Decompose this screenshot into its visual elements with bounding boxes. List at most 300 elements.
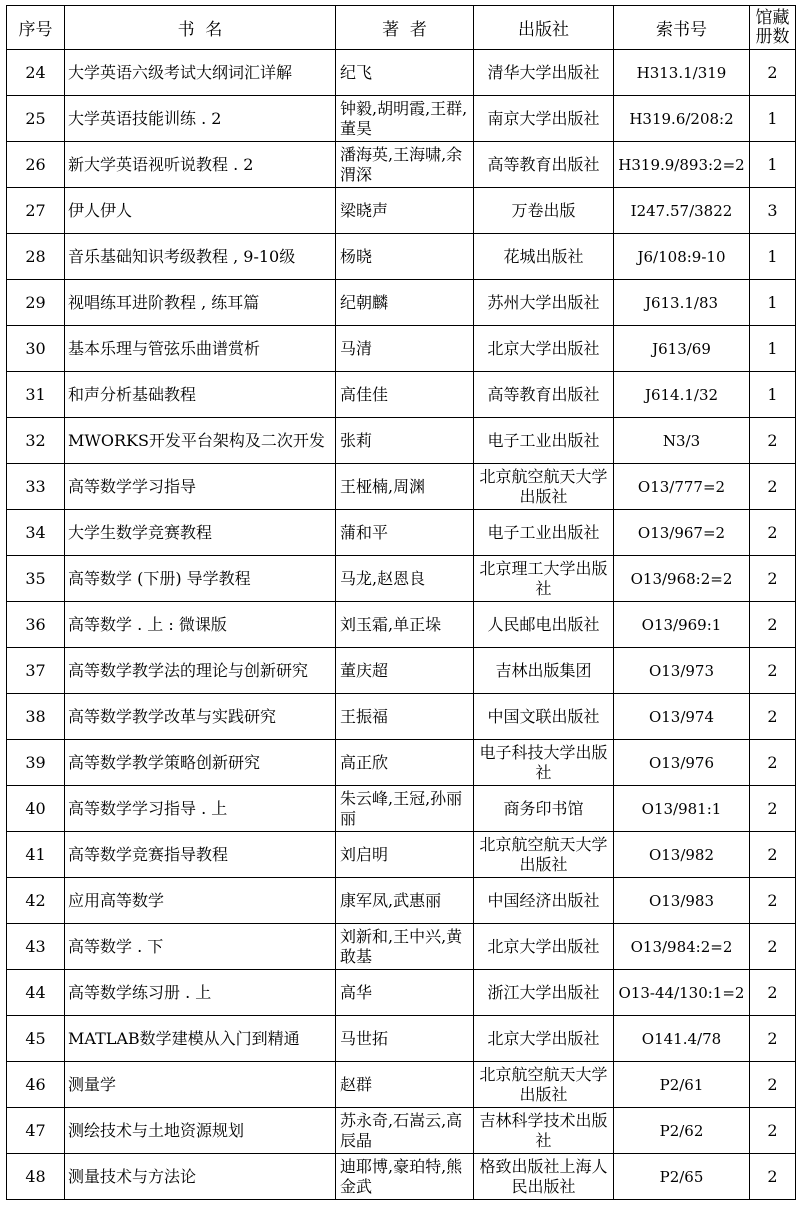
- cell-author-text: 刘新和,王中兴,黄敢基: [340, 926, 463, 966]
- cell-publisher-text: 北京理工大学出版社: [479, 558, 608, 598]
- header-author: 著 者: [336, 6, 474, 50]
- cell-title-text: 高等数学教学策略创新研究: [68, 752, 261, 772]
- cell-publisher-text: 高等教育出版社: [487, 154, 600, 174]
- cell-author-text: 马龙,赵恩良: [340, 568, 426, 588]
- cell-title: [65, 188, 336, 234]
- cell-author-text: 蒲和平: [340, 522, 389, 542]
- cell-author: [336, 372, 474, 418]
- cell-copies: [750, 464, 796, 510]
- cell-call-number: [614, 786, 750, 832]
- cell-publisher-text: 电子科技大学出版社: [479, 742, 608, 782]
- cell-no-text: 24: [25, 62, 46, 82]
- cell-no-text: 48: [25, 1166, 46, 1186]
- cell-author-text: 梁晓声: [340, 200, 389, 220]
- cell-author-text: 杨晓: [340, 246, 373, 266]
- cell-publisher: [474, 372, 614, 418]
- cell-publisher: [474, 50, 614, 96]
- cell-copies: [750, 1154, 796, 1200]
- cell-publisher: [474, 464, 614, 510]
- table-row: [7, 50, 796, 96]
- cell-no: [7, 50, 65, 96]
- cell-publisher: [474, 188, 614, 234]
- cell-no-text: 39: [25, 752, 46, 772]
- cell-publisher: [474, 510, 614, 556]
- cell-copies-text: 2: [767, 936, 778, 956]
- cell-copies-text: 1: [767, 154, 778, 174]
- table-row: [7, 510, 796, 556]
- cell-no: [7, 96, 65, 142]
- cell-publisher-text: 北京大学出版社: [487, 1028, 600, 1048]
- cell-author-text: 马世拓: [340, 1028, 389, 1048]
- cell-publisher-text: 花城出版社: [503, 246, 584, 266]
- cell-call-number: [614, 694, 750, 740]
- cell-author: [336, 1108, 474, 1154]
- cell-author-text: 朱云峰,王冠,孙丽丽: [340, 788, 463, 828]
- cell-no: [7, 1154, 65, 1200]
- cell-no-text: 47: [25, 1120, 46, 1140]
- cell-publisher: [474, 648, 614, 694]
- cell-title-text: 高等数学教学法的理论与创新研究: [68, 660, 309, 680]
- cell-call-number-text: O13/974: [648, 707, 715, 726]
- cell-copies: [750, 556, 796, 602]
- cell-author-text: 张莉: [340, 430, 373, 450]
- cell-no-text: 30: [25, 338, 46, 358]
- cell-call-number: [614, 970, 750, 1016]
- cell-call-number-text: O13/969:1: [641, 615, 722, 634]
- cell-no: [7, 372, 65, 418]
- cell-copies: [750, 1108, 796, 1154]
- cell-publisher: [474, 740, 614, 786]
- cell-no: [7, 188, 65, 234]
- cell-copies: [750, 142, 796, 188]
- cell-copies: [750, 694, 796, 740]
- cell-title-text: MATLAB数学建模从入门到精通: [68, 1028, 300, 1048]
- cell-title: [65, 1062, 336, 1108]
- cell-call-number: [614, 188, 750, 234]
- cell-publisher-text: 北京大学出版社: [487, 338, 600, 358]
- cell-author: [336, 694, 474, 740]
- cell-call-number: [614, 372, 750, 418]
- cell-call-number-text: P2/65: [659, 1167, 704, 1186]
- cell-no-text: 25: [25, 108, 46, 128]
- cell-call-number: [614, 464, 750, 510]
- cell-copies: [750, 832, 796, 878]
- cell-call-number: [614, 1154, 750, 1200]
- cell-no: [7, 648, 65, 694]
- cell-call-number-text: I247.57/3822: [630, 201, 733, 220]
- cell-title: [65, 786, 336, 832]
- cell-copies-text: 1: [767, 246, 778, 266]
- cell-title: [65, 1108, 336, 1154]
- cell-no-text: 45: [25, 1028, 46, 1048]
- header-copies-label: 馆藏册数: [755, 7, 790, 47]
- cell-author: [336, 510, 474, 556]
- cell-title-text: 大学生数学竞赛教程: [68, 522, 213, 542]
- cell-copies-text: 2: [767, 890, 778, 910]
- cell-publisher-text: 苏州大学出版社: [487, 292, 600, 312]
- cell-author: [336, 602, 474, 648]
- table-row: [7, 280, 796, 326]
- cell-copies: [750, 234, 796, 280]
- cell-copies: [750, 786, 796, 832]
- cell-author: [336, 740, 474, 786]
- cell-no: [7, 234, 65, 280]
- cell-copies: [750, 1062, 796, 1108]
- cell-author: [336, 188, 474, 234]
- cell-title-text: 大学英语技能训练 . 2: [68, 108, 222, 128]
- cell-call-number-text: O13/981:1: [641, 799, 722, 818]
- cell-author-text: 赵群: [340, 1074, 373, 1094]
- cell-author-text: 刘玉霜,单正垛: [340, 614, 442, 634]
- cell-title: [65, 1016, 336, 1062]
- cell-publisher: [474, 786, 614, 832]
- cell-copies: [750, 1016, 796, 1062]
- cell-no-text: 38: [25, 706, 46, 726]
- cell-author-text: 王桠楠,周渊: [340, 476, 426, 496]
- cell-author: [336, 1062, 474, 1108]
- cell-title-text: 高等数学 . 下: [68, 936, 164, 956]
- cell-author: [336, 280, 474, 326]
- table-row: [7, 188, 796, 234]
- cell-publisher: [474, 602, 614, 648]
- cell-title-text: 高等数学练习册 . 上: [68, 982, 212, 1002]
- cell-title: [65, 96, 336, 142]
- cell-title: [65, 970, 336, 1016]
- cell-author: [336, 234, 474, 280]
- cell-title: [65, 694, 336, 740]
- cell-title-text: 新大学英语视听说教程 . 2: [68, 154, 254, 174]
- table-row: [7, 372, 796, 418]
- cell-title-text: 测绘技术与土地资源规划: [68, 1120, 245, 1140]
- cell-copies-text: 3: [767, 200, 778, 220]
- cell-publisher-text: 北京航空航天大学出版社: [479, 1064, 608, 1104]
- cell-call-number-text: H319.6/208:2: [629, 109, 734, 128]
- cell-no: [7, 464, 65, 510]
- cell-title-text: 高等数学 (下册) 导学教程: [68, 568, 251, 588]
- cell-author-text: 刘启明: [340, 844, 389, 864]
- cell-copies-text: 1: [767, 338, 778, 358]
- cell-copies: [750, 326, 796, 372]
- cell-copies-text: 1: [767, 384, 778, 404]
- cell-copies-text: 2: [767, 1028, 778, 1048]
- cell-title-text: 测量学: [68, 1074, 117, 1094]
- table-row: [7, 970, 796, 1016]
- cell-copies: [750, 648, 796, 694]
- book-catalog-table: [6, 5, 796, 1200]
- cell-copies-text: 2: [767, 798, 778, 818]
- cell-author: [336, 924, 474, 970]
- cell-copies: [750, 188, 796, 234]
- cell-title-text: 大学英语六级考试大纲词汇详解: [68, 62, 293, 82]
- cell-author: [336, 556, 474, 602]
- cell-no: [7, 786, 65, 832]
- cell-call-number-text: O13/976: [648, 753, 715, 772]
- cell-publisher-text: 清华大学出版社: [487, 62, 600, 82]
- cell-copies: [750, 280, 796, 326]
- cell-author: [336, 832, 474, 878]
- cell-title-text: 视唱练耳进阶教程 , 练耳篇: [68, 292, 260, 312]
- cell-title: [65, 280, 336, 326]
- cell-copies: [750, 740, 796, 786]
- cell-publisher-text: 电子工业出版社: [487, 522, 600, 542]
- cell-no-text: 36: [25, 614, 46, 634]
- cell-author: [336, 96, 474, 142]
- cell-copies-text: 2: [767, 660, 778, 680]
- cell-publisher-text: 商务印书馆: [503, 798, 584, 818]
- cell-no: [7, 602, 65, 648]
- cell-author: [336, 464, 474, 510]
- cell-copies-text: 2: [767, 476, 778, 496]
- cell-copies-text: 2: [767, 522, 778, 542]
- cell-author-text: 马清: [340, 338, 373, 358]
- cell-publisher: [474, 96, 614, 142]
- cell-no-text: 28: [25, 246, 46, 266]
- table-row: [7, 1062, 796, 1108]
- cell-no: [7, 694, 65, 740]
- cell-copies-text: 2: [767, 1120, 778, 1140]
- cell-no: [7, 970, 65, 1016]
- cell-publisher: [474, 1016, 614, 1062]
- cell-title: [65, 142, 336, 188]
- cell-call-number: [614, 418, 750, 464]
- cell-title: [65, 556, 336, 602]
- cell-title-text: 高等数学学习指导 . 上: [68, 798, 228, 818]
- cell-title: [65, 648, 336, 694]
- cell-publisher: [474, 924, 614, 970]
- cell-call-number-text: J613/69: [652, 339, 711, 358]
- cell-copies-text: 2: [767, 62, 778, 82]
- cell-publisher: [474, 556, 614, 602]
- cell-call-number-text: O141.4/78: [641, 1029, 722, 1048]
- cell-copies-text: 1: [767, 108, 778, 128]
- cell-copies: [750, 50, 796, 96]
- cell-publisher-text: 南京大学出版社: [487, 108, 600, 128]
- cell-title-text: 基本乐理与管弦乐曲谱赏析: [68, 338, 261, 358]
- cell-call-number-text: O13/777=2: [637, 477, 726, 496]
- table-row: [7, 648, 796, 694]
- cell-no: [7, 326, 65, 372]
- cell-no: [7, 878, 65, 924]
- cell-call-number: [614, 832, 750, 878]
- cell-title: [65, 878, 336, 924]
- cell-call-number: [614, 602, 750, 648]
- table-row: [7, 1016, 796, 1062]
- cell-title-text: 应用高等数学: [68, 890, 165, 910]
- cell-no: [7, 1108, 65, 1154]
- cell-call-number: [614, 1108, 750, 1154]
- cell-author-text: 高佳佳: [340, 384, 389, 404]
- cell-no-text: 35: [25, 568, 46, 588]
- cell-title-text: 测量技术与方法论: [68, 1166, 197, 1186]
- table-row: [7, 96, 796, 142]
- table-body: [7, 50, 796, 1200]
- cell-no-text: 46: [25, 1074, 46, 1094]
- cell-publisher: [474, 142, 614, 188]
- cell-call-number-text: O13/982: [648, 845, 715, 864]
- cell-author-text: 钟毅,胡明霞,王群,董昊: [340, 98, 468, 138]
- cell-call-number: [614, 556, 750, 602]
- cell-author-text: 高华: [340, 982, 373, 1002]
- cell-copies-text: 2: [767, 982, 778, 1002]
- cell-copies: [750, 924, 796, 970]
- cell-call-number: [614, 234, 750, 280]
- cell-title: [65, 234, 336, 280]
- cell-author-text: 纪朝麟: [340, 292, 389, 312]
- cell-call-number: [614, 280, 750, 326]
- table-row: [7, 878, 796, 924]
- cell-author: [336, 142, 474, 188]
- cell-publisher-text: 北京大学出版社: [487, 936, 600, 956]
- cell-copies-text: 1: [767, 292, 778, 312]
- cell-no-text: 42: [25, 890, 46, 910]
- cell-copies: [750, 602, 796, 648]
- cell-call-number-text: J613.1/83: [644, 293, 719, 312]
- cell-author-text: 潘海英,王海啸,余渭深: [340, 144, 463, 184]
- header-title: 书 名: [65, 6, 336, 50]
- cell-publisher-text: 北京航空航天大学出版社: [479, 834, 608, 874]
- cell-title: [65, 832, 336, 878]
- cell-publisher-text: 万卷出版: [511, 200, 576, 220]
- cell-author-text: 苏永奇,石嵩云,高辰晶: [340, 1110, 463, 1150]
- table-row: [7, 786, 796, 832]
- cell-no: [7, 418, 65, 464]
- cell-copies: [750, 970, 796, 1016]
- cell-publisher: [474, 418, 614, 464]
- cell-call-number: [614, 878, 750, 924]
- cell-no: [7, 280, 65, 326]
- cell-call-number: [614, 326, 750, 372]
- cell-author: [336, 418, 474, 464]
- cell-copies: [750, 96, 796, 142]
- cell-title-text: 音乐基础知识考级教程 , 9-10级: [68, 246, 296, 266]
- cell-title: [65, 510, 336, 556]
- cell-publisher-text: 吉林出版集团: [495, 660, 592, 680]
- cell-title-text: MWORKS开发平台架构及二次开发: [68, 430, 325, 450]
- cell-publisher: [474, 878, 614, 924]
- cell-publisher-text: 北京航空航天大学出版社: [479, 466, 608, 506]
- cell-copies: [750, 418, 796, 464]
- cell-no-text: 27: [25, 200, 46, 220]
- table-row: [7, 924, 796, 970]
- cell-no-text: 29: [25, 292, 46, 312]
- table-row: [7, 326, 796, 372]
- cell-author-text: 纪飞: [340, 62, 373, 82]
- cell-author-text: 董庆超: [340, 660, 389, 680]
- cell-no: [7, 510, 65, 556]
- cell-call-number-text: O13-44/130:1=2: [618, 983, 745, 1002]
- cell-copies-text: 2: [767, 430, 778, 450]
- cell-no-text: 37: [25, 660, 46, 680]
- cell-copies-text: 2: [767, 1074, 778, 1094]
- cell-author: [336, 786, 474, 832]
- cell-title-text: 伊人伊人: [68, 200, 133, 220]
- cell-no-text: 44: [25, 982, 46, 1002]
- table-row: [7, 1108, 796, 1154]
- cell-title-text: 高等数学教学改革与实践研究: [68, 706, 277, 726]
- cell-call-number-text: P2/62: [659, 1121, 704, 1140]
- cell-no: [7, 1016, 65, 1062]
- cell-no: [7, 832, 65, 878]
- table-row: [7, 418, 796, 464]
- cell-title-text: 高等数学 . 上 : 微课版: [68, 614, 227, 634]
- table-row: [7, 464, 796, 510]
- cell-publisher-text: 高等教育出版社: [487, 384, 600, 404]
- cell-call-number: [614, 924, 750, 970]
- cell-publisher: [474, 694, 614, 740]
- cell-no: [7, 1062, 65, 1108]
- table-row: [7, 1154, 796, 1200]
- cell-author-text: 王振福: [340, 706, 389, 726]
- cell-author-text: 迪耶博,豪珀特,熊金武: [340, 1156, 463, 1196]
- cell-title: [65, 464, 336, 510]
- cell-no: [7, 740, 65, 786]
- cell-no: [7, 556, 65, 602]
- cell-author: [336, 50, 474, 96]
- cell-no: [7, 924, 65, 970]
- cell-no-text: 33: [25, 476, 46, 496]
- table-row: [7, 556, 796, 602]
- cell-title-text: 高等数学学习指导: [68, 476, 197, 496]
- cell-call-number-text: H313.1/319: [636, 63, 727, 82]
- cell-publisher: [474, 1062, 614, 1108]
- cell-publisher: [474, 326, 614, 372]
- cell-title: [65, 326, 336, 372]
- cell-publisher-text: 人民邮电出版社: [487, 614, 600, 634]
- cell-title: [65, 1154, 336, 1200]
- table-row: [7, 832, 796, 878]
- cell-call-number: [614, 142, 750, 188]
- header-no: 序号: [7, 6, 65, 50]
- cell-copies-text: 2: [767, 752, 778, 772]
- cell-call-number: [614, 740, 750, 786]
- table-row: [7, 602, 796, 648]
- cell-copies-text: 2: [767, 568, 778, 588]
- cell-call-number-text: N3/3: [662, 431, 701, 450]
- cell-no-text: 32: [25, 430, 46, 450]
- cell-call-number-text: J614.1/32: [644, 385, 719, 404]
- cell-publisher: [474, 1108, 614, 1154]
- cell-copies: [750, 878, 796, 924]
- cell-author: [336, 326, 474, 372]
- cell-title: [65, 50, 336, 96]
- cell-copies: [750, 510, 796, 556]
- cell-no-text: 41: [25, 844, 46, 864]
- cell-publisher: [474, 234, 614, 280]
- cell-no-text: 26: [25, 154, 46, 174]
- cell-call-number-text: O13/984:2=2: [630, 937, 733, 956]
- cell-publisher-text: 吉林科学技术出版社: [479, 1110, 608, 1150]
- cell-publisher-text: 电子工业出版社: [487, 430, 600, 450]
- cell-author: [336, 970, 474, 1016]
- table-row: [7, 142, 796, 188]
- cell-author: [336, 1154, 474, 1200]
- cell-publisher-text: 格致出版社上海人民出版社: [479, 1156, 608, 1196]
- cell-call-number-text: O13/983: [648, 891, 715, 910]
- table-row: [7, 234, 796, 280]
- cell-call-number: [614, 1062, 750, 1108]
- cell-title: [65, 924, 336, 970]
- cell-title: [65, 372, 336, 418]
- cell-title-text: 和声分析基础教程: [68, 384, 197, 404]
- cell-title: [65, 602, 336, 648]
- cell-publisher: [474, 970, 614, 1016]
- cell-author: [336, 648, 474, 694]
- cell-call-number: [614, 648, 750, 694]
- cell-copies-text: 2: [767, 844, 778, 864]
- table-row: [7, 694, 796, 740]
- cell-no-text: 43: [25, 936, 46, 956]
- header-row: [7, 6, 796, 50]
